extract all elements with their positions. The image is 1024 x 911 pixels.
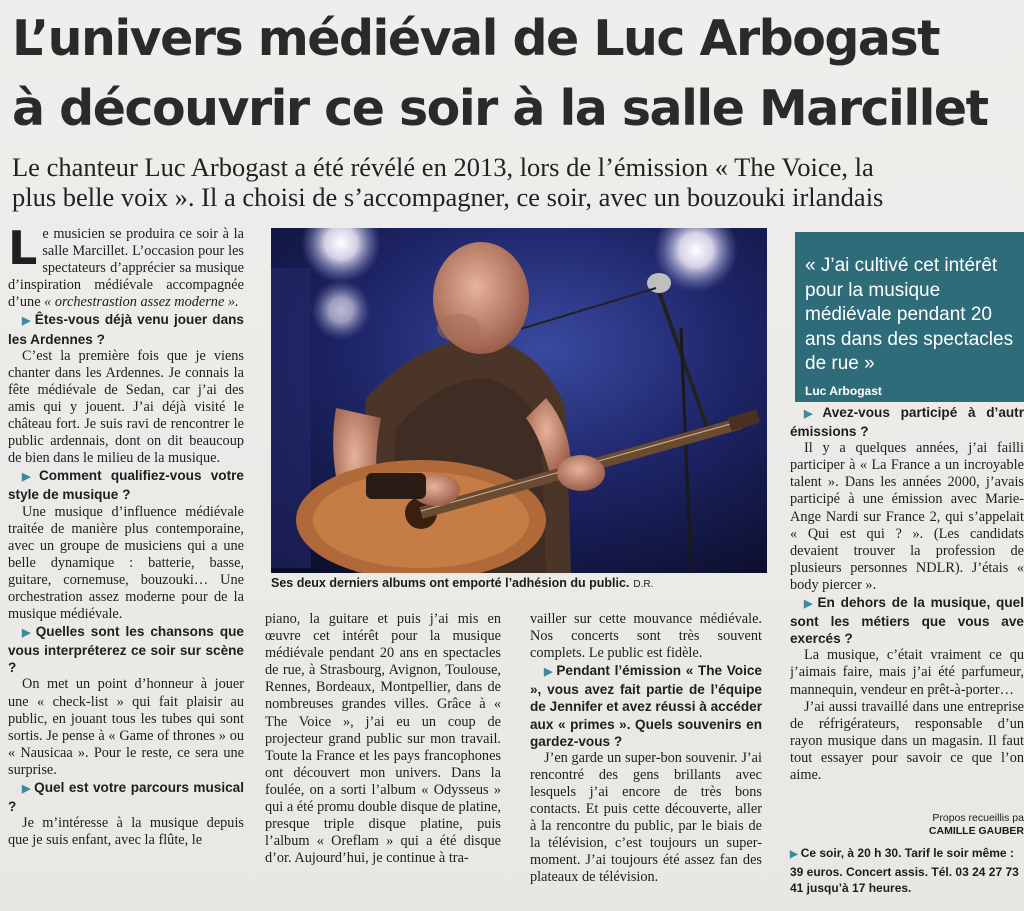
question-4: ▶ Quel est votre parcours musical ? (8, 780, 244, 815)
question-1: ▶ Êtes-vous déjà venu jouer dans les Ardennes ? (8, 312, 244, 347)
practical-info (790, 845, 1024, 897)
question-5: ▶ Pendant l’émission « The Voice », vous avez fait partie de l’équipe de Jennifer et avez réussi à accéder aux « primes ». Quels souvenirs en gardez-vous ? (530, 663, 762, 749)
answer-8: J’ai aussi travaillé dans une entreprise de réfrigérateurs, responsable d’un rayon musique dans un magasin. Il faut tout essayer pour savoir ce que l’on aime. (790, 698, 1024, 783)
answer-4: Je m’intéresse à la musique depuis que je suis enfant, avec la flûte, le (8, 815, 244, 849)
concert-photo (271, 228, 767, 573)
headline-line-2: à découvrir ce soir à la salle Marcillet (12, 80, 988, 137)
article-column-1 (8, 226, 244, 898)
photo-caption (271, 575, 767, 593)
arrow-icon: ▶ (22, 315, 32, 328)
article-column-3 (530, 611, 762, 898)
lead-text: e musicien se produira ce soir à la salle Marcillet. L’occasion pour les spectateurs d’apprécier sa musique d’inspiration médiévale accompagnée d’une (8, 226, 244, 311)
headline-line-1: L’univers médiéval de Luc Arbogast (12, 10, 940, 67)
practical-info-text: Ce soir, à 20 h 30. Tarif le soir même : 39 euros. Concert assis. Tél. 03 24 27 73 41 jusqu’à 17 heures. (790, 846, 1019, 895)
question-3: ▶ Quelles sont les chansons que vous interpréterez ce soir sur scène ? (8, 624, 244, 676)
question-6: ▶ Avez-vous participé à d’autr émissions ? (790, 405, 1024, 440)
arrow-icon: ▶ (22, 471, 36, 484)
question-2: ▶ Comment qualifiez-vous votre style de musique ? (8, 468, 244, 503)
pull-quote-text: « J’ai cultivé cet intérêt pour la musique médiévale pendant 20 ans dans des spectacles de rue » (805, 255, 1014, 374)
article-column-2 (265, 611, 501, 898)
deck-line-1: Le chanteur Luc Arbogast a été révélé en 2013, lors de l’émission « The Voice, la (12, 152, 874, 182)
answer-5: J’en garde un super-bon souvenir. J’ai rencontré des gens brillants avec lesquels j’ai encore de très bons contacts. Et puis cette découverte, aller à la rencontre du public, par le biais de la télévision, c’est toujours un super-moment. J’ai toujours été assez fan des plateaux de télévision. (530, 749, 762, 886)
deck (12, 152, 1022, 212)
lead-italic: « orchestrastion assez moderne ». (44, 294, 239, 311)
answer-2: Une musique d’influence médiévale traitée de manière plus contemporaine, avec un groupe de musiciens qui a une belle dynamique : batterie, basse, guitare, cornemuse, bouzouki… Une orchestration assez moderne pour de la musique médiévale. (8, 503, 244, 623)
credits-label: Propos recueillis pa (932, 812, 1024, 824)
drop-cap: L (8, 226, 38, 275)
answer-7: La musique, c’était vraiment ce qu j’aimais faire, mais j’ai été parfumeur, mannequin, vendeur en prêt-à-porter… (790, 647, 1024, 698)
arrow-icon: ▶ (22, 783, 32, 795)
arrow-icon: ▶ (804, 598, 815, 611)
credits-author: CAMILLE GAUBER (928, 825, 1024, 837)
arrow-icon: ▶ (22, 627, 33, 640)
photo-illustration (271, 228, 767, 573)
arrow-icon: ▶ (804, 408, 820, 420)
pull-quote-box (795, 232, 1024, 402)
photo-credit: D.R. (633, 579, 654, 590)
caption-text: Ses deux derniers albums ont emporté l’adhésion du public. (271, 576, 630, 590)
answer-3: On met un point d’honneur à jouer une « check-list » qui fait plaisir au public, en jouant tous les tubes qui sont sortis. Je pense à « Game of thrones » ou « Nausicaa ». Pour le reste, ce sera une surprise. (8, 676, 244, 778)
answer-4-end: vailler sur cette mouvance médiévale. Nos concerts sont très souvent complets. Le public est fidèle. (530, 611, 762, 662)
deck-line-2: plus belle voix ». Il a choisi de s’accompagner, ce soir, avec un bouzouki irlandais (12, 182, 884, 212)
article-column-4 (790, 404, 1024, 810)
answer-6: Il y a quelques années, j’ai failli participer à « La France a un incroyable talent ». Dans les années 2000, j’avais participé à une émission avec Marie-Ange Nardi sur France 2, qui s’appelait « Qui est qui ? ». (Les candidats devaient trouver la profession de plusieurs personnes NDLR). J’étais « body piercer ». (790, 440, 1024, 593)
headline (12, 4, 1012, 144)
lead-paragraph (8, 226, 244, 311)
arrow-icon: ▶ (790, 849, 798, 860)
answer-1: C’est la première fois que je viens chanter dans les Ardennes. Je connais la fête médiévale de Sedan, car j’ai des amis qui y jouent. J’ai déjà visité le château fort. Je suis ravi de rencontrer le public ardennais, dont on dit beaucoup de bien dans le milieu de la musique. (8, 347, 244, 467)
interview-credits (790, 812, 1024, 838)
pull-quote-author: Luc Arbogast (805, 384, 882, 398)
question-7: ▶ En dehors de la musique, quel sont les métiers que vous ave exercés ? (790, 595, 1024, 647)
arrow-icon: ▶ (544, 666, 554, 679)
answer-4-continued: piano, la guitare et puis j’ai mis en œuvre cet intérêt pour la musique médiévale pendant 20 ans en spectacles de rue, à Strasbourg, Avignon, Toulouse, Rennes, Bordeaux, Montpellier, dans de nombreuses grandes villes. Grâce à « The Voice », j’ai eu un coup de projecteur grand public sur mon travail. Toute la France et les pays francophones ont découvert mon univers. Dans la foulée, on a sorti l’album « Odysseus » qui a été promu double disque de platine, presque triple disque platine, puis l’album « Oreflam » qui a été disque d’or. Aujourd’hui, je continue à tra- (265, 611, 501, 867)
